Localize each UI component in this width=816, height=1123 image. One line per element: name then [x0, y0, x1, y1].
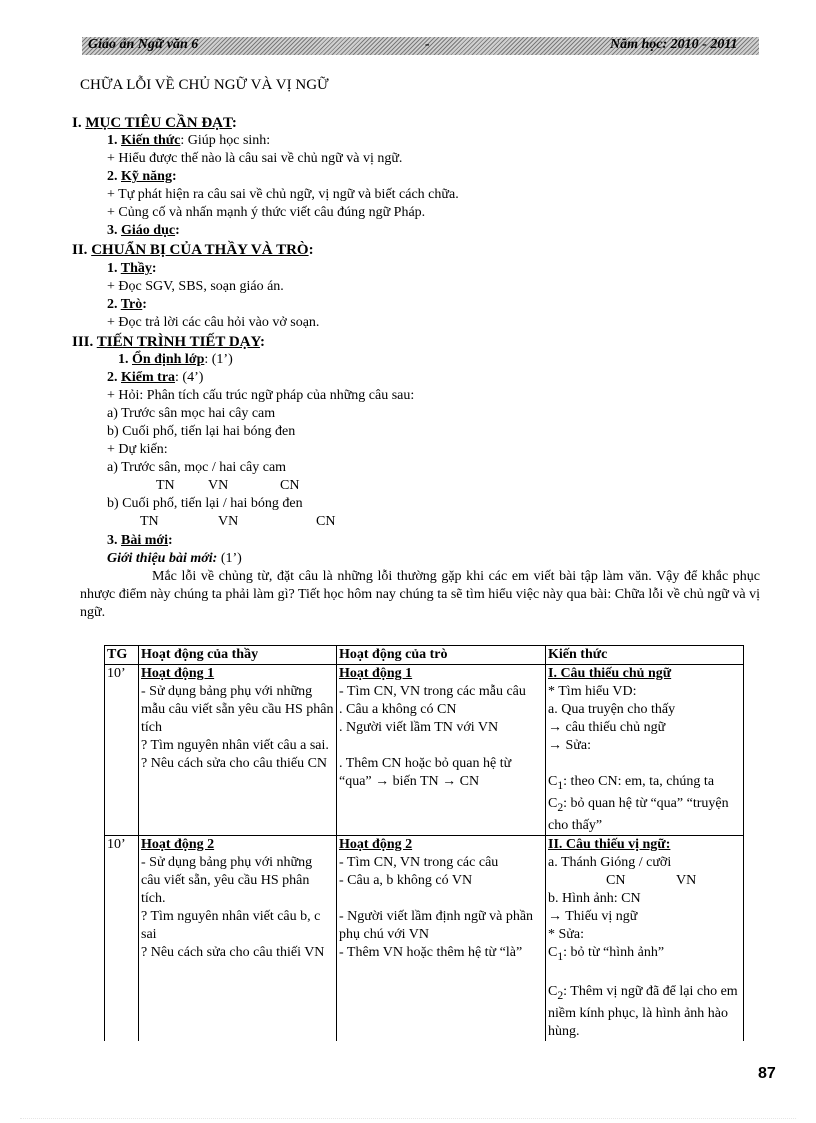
knowledge-text: b. Hình ảnh: CN	[548, 890, 641, 906]
knowledge-text	[548, 795, 741, 835]
intro-heading	[107, 550, 242, 568]
label-cn: CN	[280, 478, 300, 493]
section-3-colon: :	[260, 334, 266, 350]
teacher-activity	[139, 835, 337, 1041]
spacer	[339, 890, 543, 908]
activity-text: - Tìm CN, VN trong các câu	[339, 854, 499, 870]
item-number: 2.	[107, 297, 121, 312]
text-part: . Thêm CN hoặc bỏ quan hệ từ “qua”	[339, 756, 512, 789]
objective-education	[107, 222, 180, 240]
text-part: câu thiếu chủ ngữ	[562, 720, 666, 735]
item-label: Kiểm tra	[121, 370, 176, 385]
section-1-title: MỤC TIÊU CẦN ĐẠT	[85, 115, 232, 131]
text-part: : Thêm vị ngữ đã để lại cho em niềm kính phục, là hình ảnh hào hùng.	[548, 984, 738, 1040]
section-2-title: CHUẨN BỊ CỦA THẦY VÀ TRÒ	[91, 242, 309, 258]
item-text: :	[151, 261, 157, 276]
arrow-icon: →	[442, 774, 457, 789]
section-1-colon: :	[231, 115, 237, 131]
text-part: Sửa:	[562, 738, 591, 753]
answer-b: b) Cuối phố, tiến lại / hai bóng đen	[107, 496, 303, 511]
arrow-icon: →	[548, 738, 562, 753]
item-label: Trò	[120, 297, 143, 312]
student-activity	[337, 835, 546, 1041]
objective-skills	[107, 168, 177, 186]
label-tn: TN	[140, 514, 159, 529]
step-3	[107, 532, 173, 550]
section-1-heading	[72, 114, 237, 132]
section-3-heading	[72, 333, 265, 351]
header-teacher: Hoạt động của thầy	[139, 646, 337, 665]
knowledge-text	[548, 983, 741, 1041]
item-text: :	[142, 297, 147, 312]
label-cn: CN	[316, 514, 336, 529]
arrow-icon: →	[548, 908, 562, 924]
activity-title: Hoạt động 2	[339, 836, 413, 852]
activity-text: - Sử dụng bảng phụ với những mẫu câu viết sẵn yêu cầu HS phân tích	[141, 684, 334, 735]
table-row	[105, 835, 744, 1041]
header-student: Hoạt động của trò	[337, 646, 546, 665]
objective-knowledge	[107, 132, 270, 150]
knowledge-text: a. Qua truyện cho thấy	[548, 702, 676, 717]
activity-text: . Người viết lầm TN với VN	[339, 720, 499, 735]
item-label: Bài mới	[121, 533, 169, 548]
check-question: + Hỏi: Phân tích cấu trúc ngữ pháp của những câu sau:	[107, 388, 415, 403]
activity-text	[339, 755, 543, 791]
header-knowledge: Kiến thức	[546, 646, 744, 665]
step-1	[118, 351, 233, 369]
activity-text: - Người viết lầm định ngữ và phần phụ chú với VN	[339, 908, 534, 942]
row-time: 10’	[105, 665, 139, 836]
section-2-colon: :	[308, 242, 314, 258]
knowledge-text	[548, 773, 741, 795]
text-part: : bỏ quan hệ từ “qua” “truyện cho thấy”	[548, 795, 729, 833]
knowledge-text: * Sửa:	[548, 926, 584, 942]
item-number: 1.	[118, 352, 132, 367]
subscript: 2	[557, 800, 564, 814]
header-school-year: Năm học: 2010 - 2011	[610, 37, 738, 52]
activity-text: ? Tìm nguyên nhân viết câu a sai.	[141, 738, 329, 753]
page-header	[82, 37, 759, 55]
prep-line: + Đọc SGV, SBS, soạn giáo án.	[107, 279, 284, 294]
activity-text: ? Nêu cách sửa cho câu thiếu CN	[141, 756, 328, 771]
answer-a: a) Trước sân, mọc / hai cây cam	[107, 460, 287, 475]
expected-answer-label: + Dự kiến:	[107, 442, 168, 457]
activity-title: Hoạt động 1	[339, 666, 413, 681]
section-3-number: III.	[72, 334, 97, 350]
item-text: :	[175, 223, 180, 238]
item-text: :	[168, 533, 173, 548]
lesson-activity-table	[104, 645, 744, 1041]
knowledge-text: * Tìm hiểu VD:	[548, 684, 637, 699]
intro-time: (1’)	[217, 551, 242, 566]
table-row	[105, 665, 744, 836]
knowledge-labels	[548, 872, 741, 890]
text-part: C	[548, 795, 558, 811]
arrow-icon: →	[548, 720, 562, 735]
text-part: C	[548, 774, 558, 789]
item-number: 3.	[107, 223, 121, 238]
knowledge-title: I. Câu thiếu chủ ngữ	[548, 666, 672, 681]
activity-title: Hoạt động 1	[141, 666, 215, 681]
activity-title: Hoạt động 2	[141, 836, 215, 852]
step-2	[107, 369, 203, 387]
text-part: Thiếu vị ngữ	[562, 908, 638, 924]
text-part: : bỏ từ “hình ảnh”	[563, 944, 665, 960]
spacer	[339, 737, 543, 755]
item-label: Kỹ năng	[121, 169, 172, 184]
header-separator: -	[425, 37, 430, 52]
subscript: 1	[557, 949, 564, 963]
teacher-activity	[139, 665, 337, 836]
item-text: : (1’)	[204, 352, 233, 367]
subscript: 1	[557, 778, 564, 792]
activity-text: - Thêm VN hoặc thêm hệ từ “là”	[339, 944, 523, 960]
intro-label: Giới thiệu bài mới:	[107, 551, 218, 566]
knowledge-text	[548, 737, 741, 755]
section-2-number: II.	[72, 242, 92, 258]
student-activity	[337, 665, 546, 836]
knowledge-title: II. Câu thiếu vị ngữ:	[548, 836, 671, 852]
knowledge-text	[548, 944, 741, 966]
text-part: C	[548, 984, 558, 1000]
spacer	[548, 965, 741, 983]
label-vn: VN	[208, 478, 229, 493]
item-number: 2.	[107, 370, 121, 385]
objective-line: + Hiểu được thế nào là câu sai về chủ ngữ và vị ngữ.	[107, 151, 403, 166]
lesson-title: CHỮA LỖI VỀ CHỦ NGỮ VÀ VỊ NGỮ	[80, 77, 329, 93]
item-number: 2.	[107, 169, 121, 184]
activity-text: . Câu a không có CN	[339, 702, 457, 717]
text-part: : theo CN: em, ta, chúng ta	[563, 774, 715, 789]
activity-text: - Tìm CN, VN trong các mẫu câu	[339, 684, 526, 699]
subscript: 2	[557, 989, 564, 1003]
knowledge-content	[546, 835, 744, 1041]
spacer	[548, 755, 741, 773]
item-text: : (4’)	[175, 370, 204, 385]
text-part: biến TN	[389, 774, 443, 789]
bottom-divider	[20, 1118, 796, 1119]
text-part: CN	[456, 774, 480, 789]
item-label: Ổn định lớp	[132, 352, 205, 367]
label-cn: CN	[606, 872, 626, 888]
item-label: Kiến thức	[121, 133, 181, 148]
item-label: Giáo dục	[121, 223, 176, 238]
item-text: : Giúp học sinh:	[180, 133, 271, 148]
knowledge-text	[548, 908, 741, 926]
knowledge-text	[548, 719, 741, 737]
activity-text: - Câu a, b không có VN	[339, 872, 473, 888]
section-3-title: TIẾN TRÌNH TIẾT DẠY	[96, 334, 261, 350]
table-header-row	[105, 646, 744, 665]
objective-line: + Tự phát hiện ra câu sai về chủ ngữ, vị ngữ và biết cách chữa.	[107, 187, 459, 202]
label-vn: VN	[218, 514, 239, 529]
activity-text: ? Nêu cách sửa cho câu thiếi VN	[141, 944, 325, 960]
page-number: 87	[758, 1065, 776, 1082]
prep-student	[107, 296, 147, 314]
objective-line: + Củng cố và nhấn mạnh ý thức viết câu đúng ngữ Pháp.	[107, 205, 426, 220]
arrow-icon: →	[375, 774, 390, 789]
activity-text: ? Tìm nguyên nhân viết câu b, c sai	[141, 908, 321, 942]
label-tn: TN	[156, 478, 175, 493]
section-1-number: I.	[72, 115, 86, 131]
item-label: Thầy	[120, 261, 152, 276]
prep-teacher	[107, 260, 157, 278]
label-vn: VN	[676, 872, 697, 888]
item-number: 1.	[107, 133, 121, 148]
check-sentence-a: a) Trước sân mọc hai cây cam	[107, 406, 276, 421]
section-2-heading	[72, 241, 314, 259]
item-number: 3.	[107, 533, 121, 548]
intro-paragraph: Mắc lỗi về chủng từ, đặt câu là những lỗi thường gặp khi các em viết bài tập làm văn. Vậy để khắc phục nhược điểm này chúng ta phải làm gì? Tiết học hôm nay chúng ta sẽ tìm hiểu việc này qua bài: Chữa lỗi về chủ ngữ và vị ngữ.	[80, 569, 760, 620]
item-text: :	[171, 169, 177, 184]
header-time: TG	[105, 646, 139, 665]
item-number: 1.	[107, 261, 121, 276]
row-time: 10’	[105, 835, 139, 1041]
knowledge-text: a. Thánh Gióng / cưỡi	[548, 854, 672, 870]
text-part: C	[548, 944, 558, 960]
activity-text: - Sử dụng bảng phụ với những câu viết sẵn, yêu cầu HS phân tích.	[141, 854, 313, 906]
check-sentence-b: b) Cuối phố, tiến lại hai bóng đen	[107, 424, 296, 439]
header-subject: Giáo án Ngữ văn 6	[88, 37, 199, 52]
knowledge-content	[546, 665, 744, 836]
prep-line: + Đọc trả lời các câu hỏi vào vở soạn.	[107, 315, 320, 330]
